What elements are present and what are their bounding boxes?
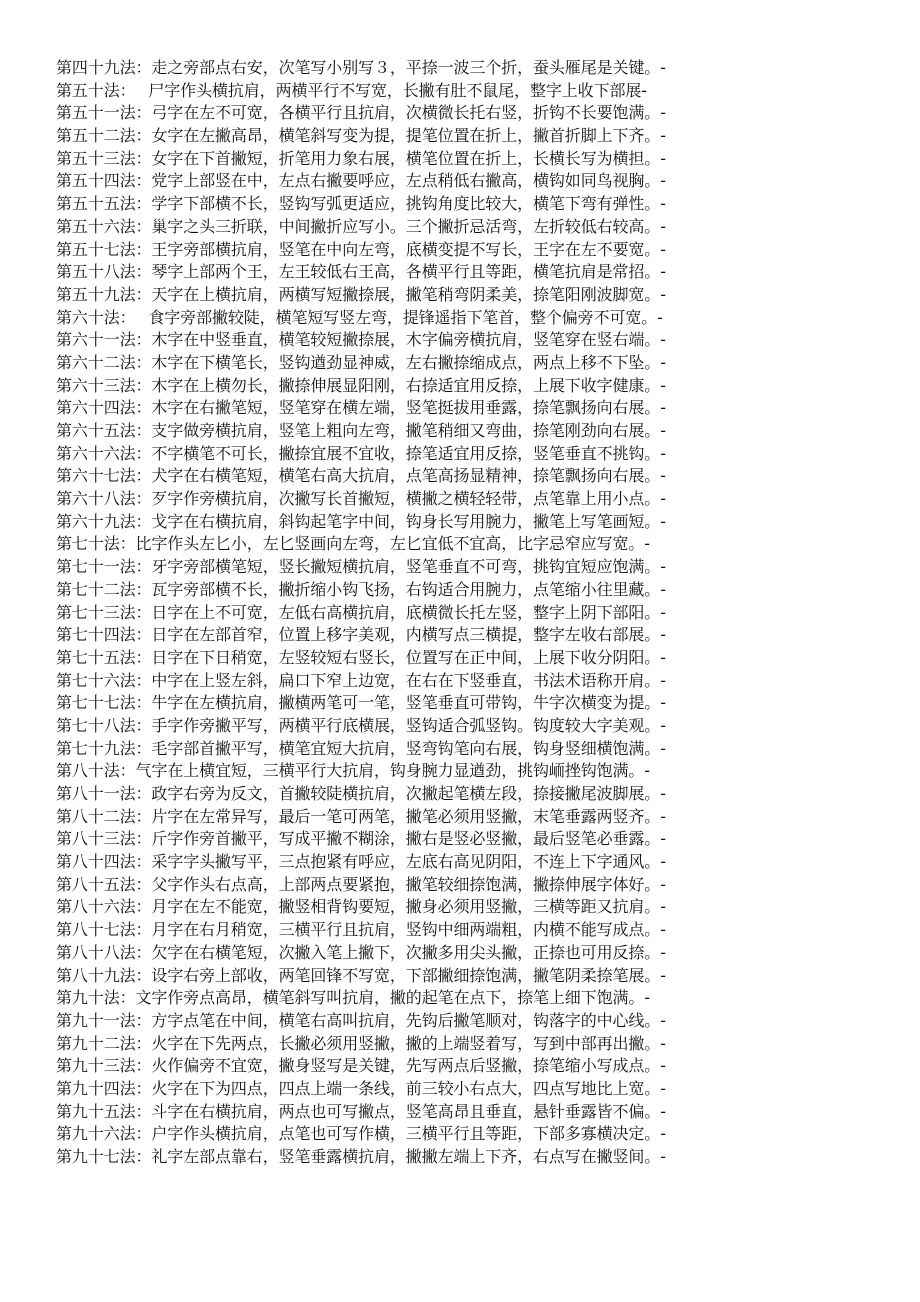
text-line: 第九十法：文字作旁点高昂，横笔斜写叫抗肩，撇的起笔在点下，捺笔上细下饱满。-	[56, 988, 650, 1008]
text-line: 第五十三法：女字在下首撇短，折笔用力象右展，横笔位置在折上，长横长写为横担。-	[56, 148, 666, 168]
text-line: 第七十二法：瓦字旁部横不长，撇折缩小钩飞扬，右钩适合用腕力，点笔缩小往里藏。-	[56, 579, 666, 599]
document-page	[56, 57, 906, 1169]
text-line: 第七十法：比字作头左匕小，左匕竖画向左弯，左匕宜低不宜高，比字忌窄应写宽。-	[56, 534, 650, 554]
text-line: 第八十一法：政字右旁为反文，首撇较陡横抗肩，次撇起笔横左段，捺接撇尾波脚展。-	[56, 784, 666, 803]
text-line: 第五十七法：王字旁部横抗肩，竖笔在中向左弯，底横变提不写长，王字在左不要宽。-	[56, 239, 666, 259]
text-line: 第七十一法：牙字旁部横笔短，竖长撇短横抗肩，竖笔垂直不可弯，挑钩宜短应饱满。-	[56, 557, 666, 577]
text-line: 第九十四法：火字在下为四点，四点上端一条线，前三较小右点大，四点写地比上宽。-	[56, 1078, 666, 1098]
text-line: 第六十七法：犬字在右横笔短，横笔右高大抗肩，点笔高扬显精神，捺笔飘扬向右展。-	[56, 466, 666, 486]
text-line: 第八十八法：欠字在右横笔短，次撇入笔上撇下，次撇多用尖头撇，正捺也可用反捺。-	[56, 942, 666, 962]
text-line: 第八十二法：片字在左常异写，最后一笔可两笔，撇笔必须用竖撇，末笔垂露两竖齐。-	[56, 806, 666, 826]
text-line: 第八十六法：月字在左不能宽，撇竖相背钩要短，撇身必须用竖撇，三横等距又抗肩。-	[56, 897, 666, 917]
text-line: 第五十四法：党字上部竖在中，左点右撇要呼应，左点稍低右撇高，横钩如同鸟视胸。-	[56, 171, 666, 191]
text-line: 第八十三法：斤字作旁首撇平，写成平撇不糊涂，撇右是竖必竖撇，最后竖笔必垂露。-	[56, 829, 666, 849]
text-line: 第七十五法：日字在下日稍宽，左竖较短右竖长，位置写在正中间，上展下收分阴阳。-	[56, 647, 666, 667]
text-line: 第八十七法：月字在右月稍宽，三横平行且抗肩，竖钩中细两端粗，内横不能写成点。-	[56, 920, 666, 940]
text-line: 第九十六法：户字作头横抗肩，点笔也可写作横，三横平行且等距，下部多寡横决定。-	[56, 1124, 666, 1144]
text-line: 第五十六法：巢字之头三折联，中间撇折应写小。三个撇折忌活弯，左折较低右较高。-	[56, 216, 666, 236]
text-line: 第七十四法：日字在左部首窄，位置上移字美观，内横写点三横提，整字左收右部展。-	[56, 625, 666, 645]
text-line: 第六十五法：支字做旁横抗肩，竖笔上粗向左弯，撇笔稍细又弯曲，捺笔刚劲向右展。-	[56, 421, 666, 440]
text-line: 第八十法：气字在上横宜短，三横平行大抗肩，钩身腕力显遒劲，挑钩峏挫钩饱满。-	[56, 761, 650, 781]
text-line: 第六十九法：戈字在右横抗肩，斜钩起笔字中间，钩身长写用腕力，撇笔上写笔画短。-	[56, 511, 666, 531]
text-line: 第六十一法：木字在中竖垂直，横笔较短撇捺展，木字偏旁横抗肩，竖笔穿在竖右端。-	[56, 330, 666, 350]
text-line: 第九十七法：礼字左部点靠右，竖笔垂露横抗肩，撇撇左端上下齐，右点写在撇竖间。-	[56, 1147, 666, 1166]
text-line: 第六十二法：木字在下横笔长，竖钩遒劲显神威，左右撇捺缩成点，两点上移不下坠。-	[56, 352, 666, 372]
text-line: 第九十三法：火作偏旁不宜宽，撇身竖写是关键，先写两点后竖撇，捺笔缩小写成点。-	[56, 1056, 666, 1076]
text-line: 第九十二法：火字在下先两点，长撇必须用竖撇，撇的上端竖着写，写到中部再出撇。-	[56, 1033, 666, 1053]
text-line: 第七十九法：毛字部首撇平写，横笔宜短大抗肩，竖弯钩笔向右展，钩身竖细横饱满。-	[56, 738, 666, 758]
text-line: 第六十法： 食字旁部撇较陡，横笔短写竖左弯，提锋遥指下笔首，整个偏旁不可宽。-	[56, 307, 663, 327]
text-line: 第四十九法：走之旁部点右安，次笔写小别写３，平捺一波三个折，蚕头雁尾是关键。-	[56, 58, 666, 77]
text-line: 第五十五法：学字下部横不长，竖钩写弧更适应，挑钩角度比较大，横笔下弯有弹性。-	[56, 194, 666, 214]
text-line: 第七十七法：牛字在左横抗肩，撇横两笔可一笔，竖笔垂直可带钩，牛字次横变为提。-	[56, 693, 666, 713]
text-line: 第八十九法：设字右旁上部收，两笔回锋不写宽，下部撇细捺饱满，撇笔阴柔捺笔展。-	[56, 965, 666, 985]
text-line: 第八十四法：采字字头撇写平，三点抱紧有呼应，左底右高见阴阳，不连上下字通风。-	[56, 852, 666, 872]
text-line: 第五十二法：女字在左撇高昂，横笔斜写变为提，提笔位置在折上，撇首折脚上下齐。-	[56, 126, 666, 146]
text-line: 第五十九法：天字在上横抗肩，两横写短撇捺展，撇笔稍弯阴柔美，捺笔阳刚波脚宽。-	[56, 284, 666, 304]
text-line: 第六十八法：歹字作旁横抗肩，次撇写长首撇短，横撇之横轻轻带，点笔靠上用小点。-	[56, 489, 666, 509]
text-line: 第九十五法：斗字在右横抗肩，两点也可写撇点，竖笔高昂且垂直，悬针垂露皆不偏。-	[56, 1101, 666, 1121]
text-line: 第八十五法：父字作头右点高，上部两点要紧抱，撇笔较细捺饱满，撇捺伸展字体好。-	[56, 874, 666, 894]
text-line: 第六十六法：不字横笔不可长，撇捺宜展不宜收，捺笔适宜用反捺，竖笔垂直不挑钩。-	[56, 443, 666, 463]
text-line: 第六十三法：木字在上横勿长，撇捺伸展显阳刚，右捺适宜用反捺，上展下收字健康。-	[56, 375, 666, 395]
text-line: 第七十六法：中字在上竖左斜，扁口下窄上边宽，在右在下竖垂直，书法术语称开肩。-	[56, 670, 666, 690]
text-line: 第五十八法：琴字上部两个王，左王较低右王高，各横平行且等距，横笔抗肩是常招。-	[56, 262, 666, 282]
text-line: 第九十一法：方字点笔在中间，横笔右高叫抗肩，先钩后撇笔顺对，钩落字的中心线。-	[56, 1010, 666, 1030]
text-line: 第五十一法：弓字在左不可宽，各横平行且抗肩，次横微长托右竖，折钩不长要饱满。-	[56, 103, 666, 123]
text-line: 第七十八法：手字作旁撇平写，两横平行底横展，竖钩适合弧竖钩。钩度较大字美观。-	[56, 715, 666, 735]
text-line: 第六十四法：木字在右撇笔短，竖笔穿在横左端，竖笔挺拔用垂露，捺笔飘扬向右展。-	[56, 398, 666, 418]
text-line: 第七十三法：日字在上不可宽，左低右高横抗肩，底横微长托左竖，整字上阴下部阳。-	[56, 602, 666, 622]
text-line: 第五十法： 尸字作头横抗肩，两横平行不写宽，长撇有肚不鼠尾，整字上收下部展-	[56, 80, 647, 100]
